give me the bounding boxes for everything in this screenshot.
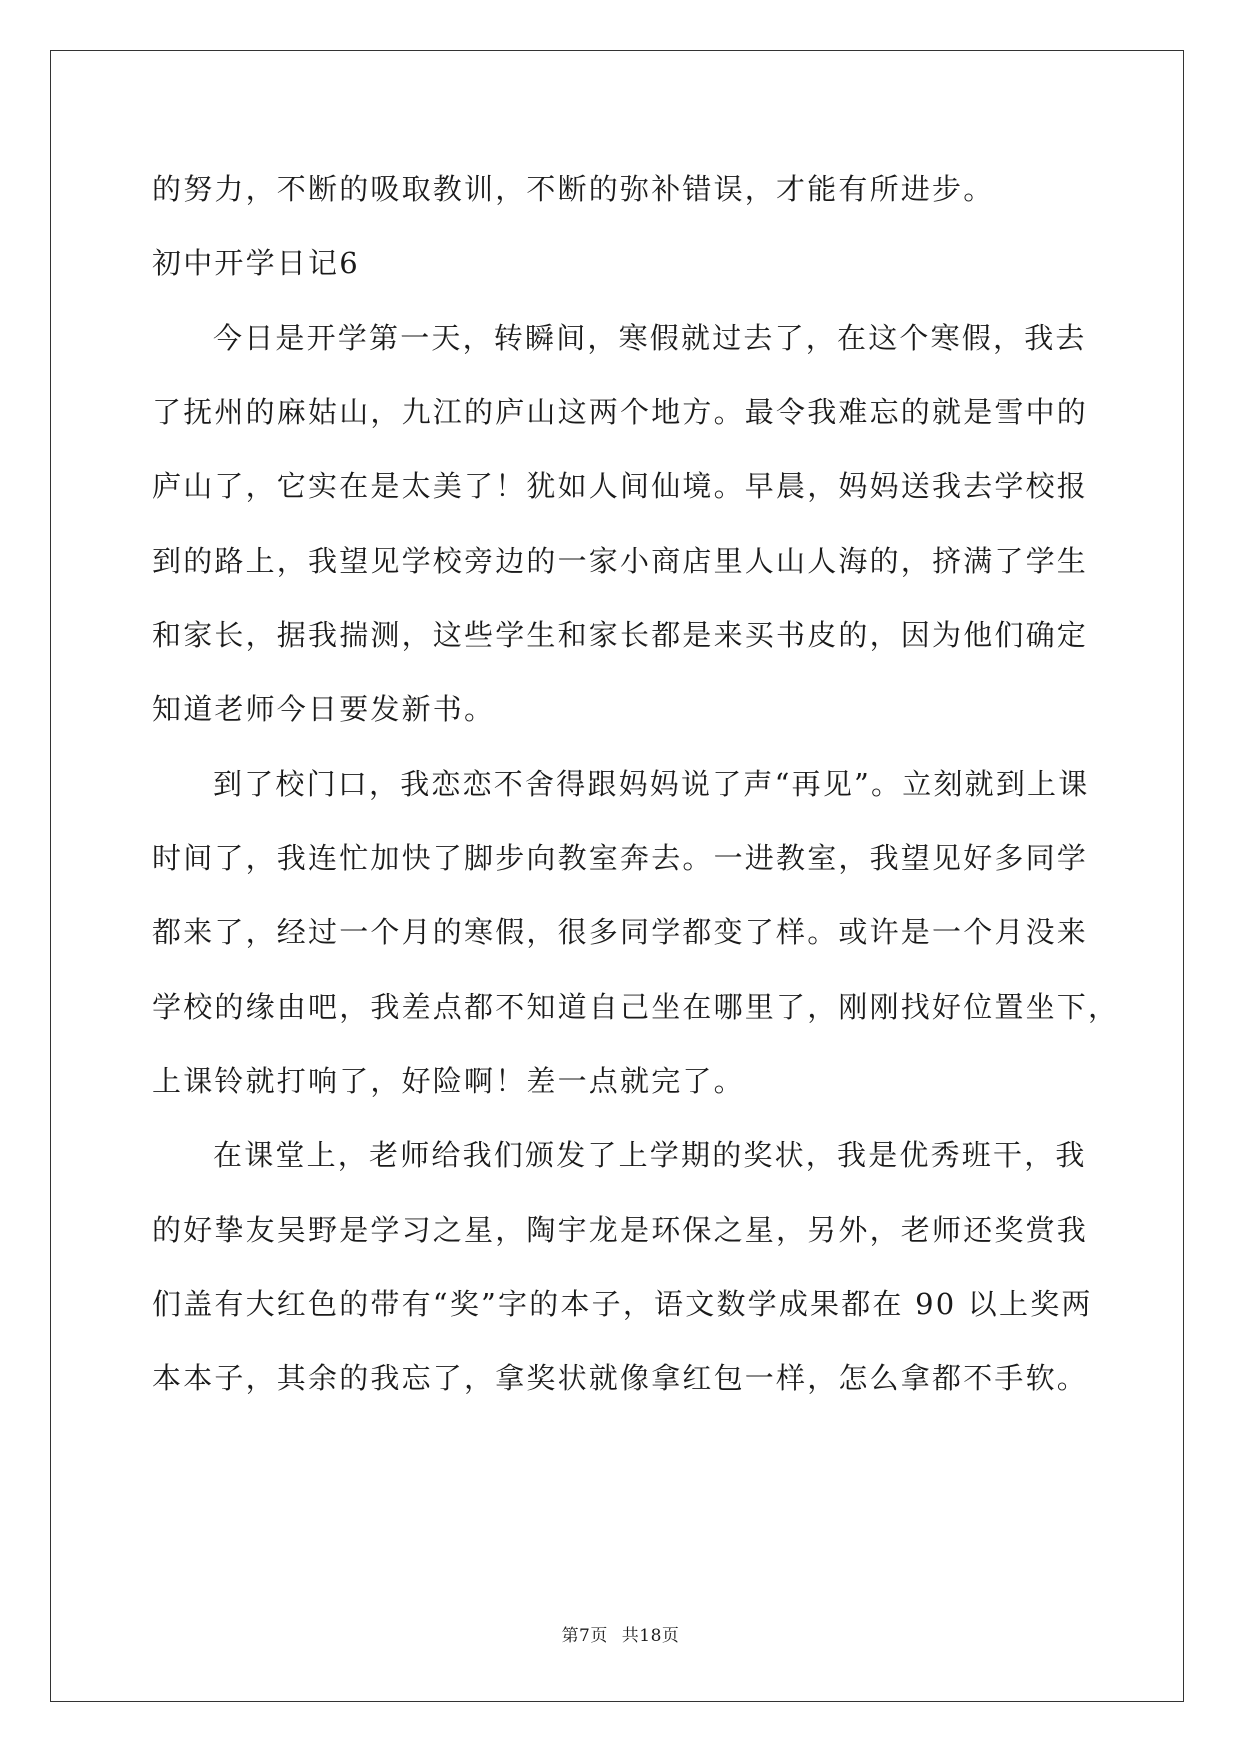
current-page-number: 第7页 [561, 1626, 608, 1646]
paragraph-2-line-1: 到了校门口，我恋恋不舍得跟妈妈说了声“再见”。立刻就到上课 [213, 767, 1090, 801]
paragraph-2-line-2: 时间了，我连忙加快了脚步向教室奔去。一进教室，我望见好多同学 [152, 841, 1089, 875]
section-heading: 初中开学日记6 [152, 246, 360, 280]
paragraph-1-line-2: 了抚州的麻姑山，九江的庐山这两个地方。最令我难忘的就是雪中的 [152, 395, 1089, 429]
text-line-continuation: 的努力，不断的吸取教训，不断的弥补错误，才能有所进步。 [152, 172, 995, 206]
page-footer [0, 1624, 1241, 1648]
paragraph-3-line-2: 的好挚友吴野是学习之星，陶宇龙是环保之星，另外，老师还奖赏我 [152, 1213, 1089, 1247]
paragraph-1-line-5: 和家长，据我揣测，这些学生和家长都是来买书皮的，因为他们确定 [152, 618, 1089, 652]
paragraph-2-line-5: 上课铃就打响了，好险啊！差一点就完了。 [152, 1064, 745, 1098]
total-pages: 共18页 [621, 1626, 680, 1646]
paragraph-1-line-1: 今日是开学第一天，转瞬间，寒假就过去了，在这个寒假，我去 [213, 321, 1087, 355]
paragraph-3-line-1: 在课堂上，老师给我们颁发了上学期的奖状，我是优秀班干，我 [213, 1138, 1087, 1172]
paragraph-3-line-3: 们盖有大红色的带有“奖”字的本子，语文数学成果都在 90 以上奖两 [152, 1287, 1093, 1321]
paragraph-3-line-4: 本本子，其余的我忘了，拿奖状就像拿红包一样，怎么拿都不手软。 [152, 1361, 1089, 1395]
paragraph-2-line-4: 学校的缘由吧，我差点都不知道自己坐在哪里了，刚刚找好位置坐下， [152, 990, 1120, 1024]
paragraph-1-line-4: 到的路上，我望见学校旁边的一家小商店里人山人海的，挤满了学生 [152, 544, 1089, 578]
paragraph-1-line-3: 庐山了，它实在是太美了！犹如人间仙境。早晨，妈妈送我去学校报 [152, 469, 1089, 503]
paragraph-1-line-6: 知道老师今日要发新书。 [152, 692, 496, 726]
paragraph-2-line-3: 都来了，经过一个月的寒假，很多同学都变了样。或许是一个月没来 [152, 915, 1089, 949]
